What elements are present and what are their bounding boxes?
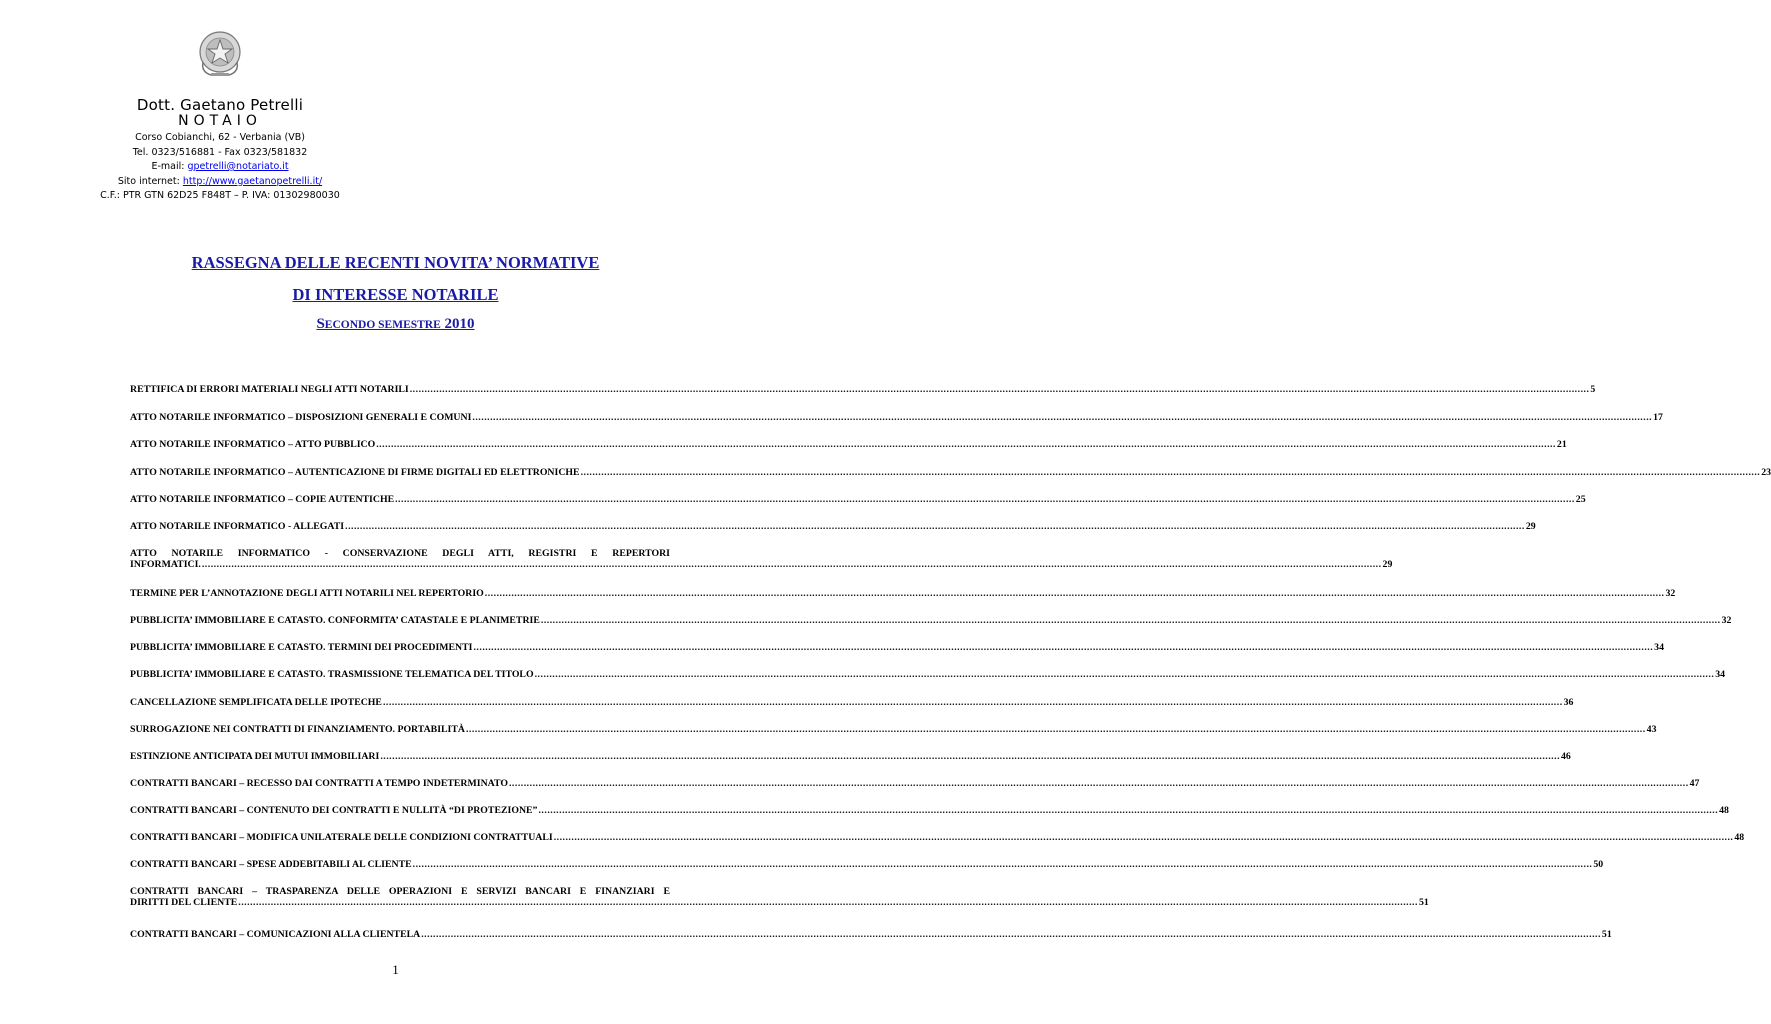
notary-role: NOTAIO [178,113,262,129]
notary-address: Corso Cobianchi, 62 - Verbania (VB) [135,132,305,143]
toc-dot-leader: ................................................................................................................................................................................................................................................................................................................................................................................................................ [380,751,1561,762]
toc-entry-page: 51 [1601,929,1612,940]
toc-entry-page: 29 [1382,559,1393,570]
toc-entry[interactable] [130,467,1771,478]
toc-entry-page: 32 [1665,588,1676,599]
toc-dot-leader: ................................................................................................................................................................................................................................................................................................................................................................................................................ [540,615,1721,626]
toc-dot-leader: ................................................................................................................................................................................................................................................................................................................................................................................................................ [421,929,1601,940]
toc-entry[interactable] [130,412,1663,423]
toc-entry-title: INFORMATICI. [130,559,201,570]
toc-dot-leader: ................................................................................................................................................................................................................................................................................................................................................................................................................ [201,559,1382,570]
toc-dot-leader: ................................................................................................................................................................................................................................................................................................................................................................................................................ [473,642,1654,653]
toc-entry-title: PUBBLICITA’ IMMOBILIARE E CATASTO. CONFORMITA’ CATASTALE E PLANIMETRIE [130,615,540,626]
toc-entry-title: SURROGAZIONE NEI CONTRATTI DI FINANZIAMENTO. PORTABILITÀ [130,724,465,735]
toc-entry[interactable] [130,832,1745,843]
toc-entry-title-line-1: CONTRATTI BANCARI – TRASPARENZA DELLE OPERAZIONI E SERVIZI BANCARI E FINANZIARI E [130,886,670,897]
toc-entry[interactable] [130,521,1536,532]
toc-entry[interactable] [130,886,1429,908]
toc-entry[interactable] [130,859,1604,870]
toc-entry-page: 21 [1556,439,1567,450]
toc-entry-title: ESTINZIONE ANTICIPATA DEI MUTUI IMMOBILIARI [130,751,380,762]
toc-entry-title: ATTO NOTARILE INFORMATICO – ATTO PUBBLICO [130,439,376,450]
toc-entry[interactable] [130,548,1393,570]
toc-entry[interactable] [130,669,1726,680]
toc-entry-page: 51 [1418,897,1429,908]
toc-dot-leader: ................................................................................................................................................................................................................................................................................................................................................................................................................ [465,724,1646,735]
toc-entry-title: PUBBLICITA’ IMMOBILIARE E CATASTO. TERMINI DEI PROCEDIMENTI [130,642,473,653]
toc-entry-page: 25 [1575,494,1586,505]
toc-entry-title: PUBBLICITA’ IMMOBILIARE E CATASTO. TRASMISSIONE TELEMATICA DEL TITOLO [130,669,534,680]
notary-name: Dott. Gaetano Petrelli [136,96,304,114]
toc-entry[interactable] [130,384,1596,395]
email-link[interactable]: gpetrelli@notariato.it [187,161,289,172]
toc-entry[interactable] [130,439,1567,450]
toc-entry-page: 32 [1721,615,1732,626]
toc-dot-leader: ................................................................................................................................................................................................................................................................................................................................................................................................................ [412,859,1593,870]
toc-entry-title: DIRITTI DEL CLIENTE [130,897,238,908]
toc-dot-leader: ................................................................................................................................................................................................................................................................................................................................................................................................................ [538,805,1719,816]
subtitle-smallcaps: ECONDO SEMESTRE [324,319,441,331]
website-link[interactable]: http://www.gaetanopetrelli.it/ [182,175,323,187]
notary-site-line [60,175,380,190]
toc-dot-leader: ................................................................................................................................................................................................................................................................................................................................................................................................................ [553,832,1734,843]
document-title-line-1: RASSEGNA DELLE RECENTI NOVITA’ NORMATIVE [191,253,600,272]
notary-tax-ids: C.F.: PTR GTN 62D25 F848T – P. IVA: 01302980030 [100,190,340,201]
toc-entry[interactable] [130,494,1586,505]
subtitle-initial: S [316,316,325,332]
toc-entry-title: RETTIFICA DI ERRORI MATERIALI NEGLI ATTI NOTARILI [130,384,409,395]
toc-entry-title-line-1: ATTO NOTARILE INFORMATICO - CONSERVAZIONE DEGLI ATTI, REGISTRI E REPERTORI [130,548,670,559]
toc-entry-title: CONTRATTI BANCARI – RECESSO DAI CONTRATTI A TEMPO INDETERMINATO [130,778,508,789]
toc-entry-page: 46 [1561,751,1571,762]
toc-entry-title: ATTO NOTARILE INFORMATICO – COPIE AUTENTICHE [130,494,395,505]
toc-entry-title: CONTRATTI BANCARI – MODIFICA UNILATERALE DELLE CONDIZIONI CONTRATTUALI [130,832,553,843]
toc-entry-title: ATTO NOTARILE INFORMATICO – DISPOSIZIONI GENERALI E COMUNI [130,412,472,423]
notary-email-line [60,160,380,175]
toc-entry-title: CONTRATTI BANCARI – CONTENUTO DEI CONTRATTI E NULLITÀ “DI PROTEZIONE” [130,805,538,816]
toc-entry[interactable] [130,724,1657,735]
toc-entry-page: 17 [1653,412,1663,423]
toc-entry-title: CONTRATTI BANCARI – COMUNICAZIONI ALLA CLIENTELA [130,929,421,940]
toc-entry[interactable] [130,697,1574,708]
toc-entry[interactable] [130,642,1664,653]
toc-entry[interactable] [130,929,1612,940]
toc-entry[interactable] [130,615,1732,626]
toc-entry-page: 29 [1525,521,1536,532]
toc-entry-page: 36 [1563,697,1574,708]
toc-dot-leader: ................................................................................................................................................................................................................................................................................................................................................................................................................ [409,384,1590,395]
toc-entry-title: ATTO NOTARILE INFORMATICO - ALLEGATI [130,521,345,532]
toc-entry-page: 48 [1734,832,1745,843]
site-label: Sito internet: [117,175,183,187]
toc-dot-leader: ................................................................................................................................................................................................................................................................................................................................................................................................................ [484,588,1665,599]
toc-entry-page: 23 [1761,467,1771,478]
toc-dot-leader: ................................................................................................................................................................................................................................................................................................................................................................................................................ [238,897,1418,908]
toc-entry-page: 43 [1646,724,1657,735]
toc-entry-page: 34 [1654,642,1664,653]
subtitle-year: 2010 [444,316,475,332]
toc-dot-leader: ................................................................................................................................................................................................................................................................................................................................................................................................................ [534,669,1715,680]
toc-entry-title: CONTRATTI BANCARI – SPESE ADDEBITABILI AL CLIENTE [130,859,412,870]
letterhead [60,28,380,204]
toc-dot-leader: ................................................................................................................................................................................................................................................................................................................................................................................................................ [345,521,1525,532]
toc-dot-leader: ................................................................................................................................................................................................................................................................................................................................................................................................................ [580,467,1761,478]
document-subtitle [0,316,791,333]
toc-entry-page: 5 [1590,384,1596,395]
toc-entry-page: 48 [1719,805,1729,816]
toc-entry[interactable] [130,778,1700,789]
toc-dot-leader: ................................................................................................................................................................................................................................................................................................................................................................................................................ [382,697,1563,708]
toc-dot-leader: ................................................................................................................................................................................................................................................................................................................................................................................................................ [472,412,1653,423]
toc-entry-title: CANCELLAZIONE SEMPLIFICATA DELLE IPOTECHE [130,697,382,708]
toc-entry[interactable] [130,805,1729,816]
notary-phone: Tel. 0323/516881 - Fax 0323/581832 [132,146,308,158]
toc-entry-title: ATTO NOTARILE INFORMATICO – AUTENTICAZIONE DI FIRME DIGITALI ED ELETTRONICHE [130,467,580,478]
toc-dot-leader: ................................................................................................................................................................................................................................................................................................................................................................................................................ [508,778,1689,789]
toc-dot-leader: ................................................................................................................................................................................................................................................................................................................................................................................................................ [395,494,1575,505]
toc-entry-page: 34 [1715,669,1726,680]
toc-entry[interactable] [130,751,1571,762]
page-number: 1 [392,962,399,977]
toc-entry-title: TERMINE PER L’ANNOTAZIONE DEGLI ATTI NOTARILI NEL REPERTORIO [130,588,484,599]
toc-entry-page: 50 [1593,859,1604,870]
email-label: E-mail: [151,161,188,172]
toc-dot-leader: ................................................................................................................................................................................................................................................................................................................................................................................................................ [376,439,1556,450]
document-title-line-2: DI INTERESSE NOTARILE [292,285,499,304]
italian-republic-emblem-icon [197,28,243,78]
toc-entry-page: 47 [1689,778,1700,789]
toc-entry[interactable] [130,588,1676,599]
